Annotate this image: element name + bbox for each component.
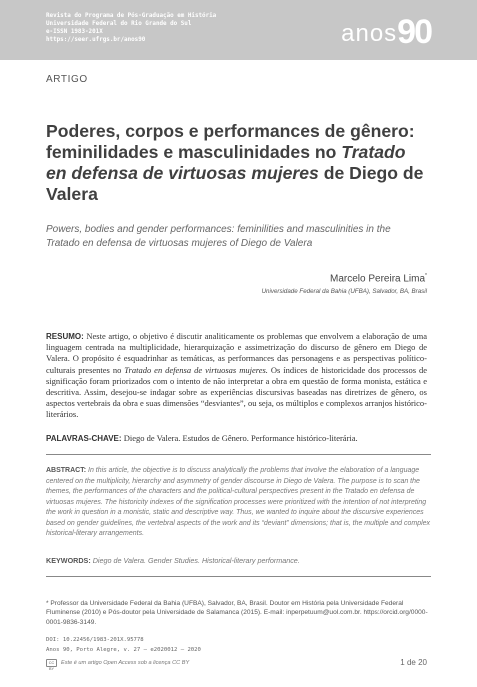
abstract bbox=[46, 466, 431, 540]
section-divider bbox=[46, 576, 431, 577]
section-label: ARTIGO bbox=[46, 74, 88, 85]
article-title-english bbox=[46, 223, 426, 250]
license-text[interactable]: Este é um artigo Open Access sob a licença CC BY bbox=[61, 660, 190, 666]
author-footnote: * Professor da Universidade Federal da Bahia (UFBA), Salvador, BA, Brasil. Doutor em História pela Universidade Federal Fluminense (2010) e Pós-doutor pela Universidade de Salamanca (2015). E-mail: inperpetuum@uol.com.br. https://orcid.org/0000-0001-9836-3149. bbox=[46, 600, 428, 626]
resumo-italic: Tratado en defensa de virtuosas mujeres. bbox=[124, 364, 268, 375]
abstract-text: In this article, the objective is to discuss analytically the problems that involve the elaboration of a language centered on the multiplicity, hierarchy and asymmetry of gender discourse in Diego de Valera. The purpose is to scan the themes, the performances of the characters and the political-cultural perspectives present in the Tratado en defensa de virtuosas mujeres. The historicity indexes of the signification processes were prioritized with the intention of not interpreting the work in question in a monistic, static and descriptive way. Thus, we wanted to inquire about the discursive experiences based on gender guidelines, the vertebral aspects of the work and its “deviant” dimensions; that is, the multiple and complex historical-literary arrangements. bbox=[46, 467, 431, 537]
title-en-italic: Diego de Valera bbox=[240, 237, 313, 249]
citation: Anos 90, Porto Alegre, v. 27 – e2020012 – 2020 bbox=[46, 647, 201, 653]
keywords bbox=[46, 556, 300, 565]
journal-logo bbox=[341, 11, 431, 50]
title-en-part1: Powers, bodies and gender performances: feminilities and masculinities in the Tratado en defensa de virtuosas mujeres of bbox=[46, 224, 391, 249]
journal-name: Revista do Programa de Pós-Graduação em História bbox=[46, 13, 217, 19]
logo-text: anos bbox=[341, 20, 398, 47]
keywords-label: KEYWORDS: bbox=[46, 556, 91, 565]
article-title bbox=[46, 121, 426, 205]
journal-info bbox=[46, 12, 216, 44]
title-italic: Tratado en defensa de virtuosas mujeres bbox=[46, 142, 406, 183]
section-divider bbox=[46, 454, 431, 455]
doi[interactable]: DOI: 10.22456/1983-201X.95778 bbox=[46, 637, 144, 643]
resumo-text1: Neste artigo, o objetivo é discutir analiticamente os problemas que envolvem a elaboração de uma linguagem centrada na multiplicidade, hierarquização e assimetrização do discurso de gênero em Diego de Valera. O propósito é esquadrinhar as temáticas, as performances das personagens e as perspectivas político-culturais presentes no bbox=[46, 331, 427, 375]
journal-header bbox=[0, 0, 477, 60]
resumo-text2: Os índices de historicidade dos processos de significação foram priorizados com o intento de não interpretar a obra em questão de forma monista, estática e descritiva. Assim, desejou-se indagar sobre as experiências discursivas baseadas nas diretrizes de gênero, os aspectos vertebrais da obra e suas dimensões “desviantes”, ou seja, os múltiplos e complexos arranjos histórico-literários. bbox=[46, 364, 427, 420]
palavras-chave bbox=[46, 433, 358, 443]
journal-university: Universidade Federal do Rio Grande do Sul bbox=[46, 21, 192, 27]
journal-issn: e-ISSN 1983-201X bbox=[46, 29, 103, 35]
resumo-label: RESUMO: bbox=[46, 332, 84, 341]
logo-number: 90 bbox=[397, 13, 431, 51]
page-number: 1 de 20 bbox=[400, 658, 427, 667]
license-notice bbox=[46, 659, 190, 671]
author-name-text: Marcelo Pereira Lima bbox=[330, 273, 426, 285]
author-name bbox=[330, 273, 427, 284]
author-footnote-marker: * bbox=[425, 273, 427, 279]
title-part1: Poderes, corpos e performances de gênero: feminilidades e masculinidades no bbox=[46, 121, 415, 162]
palavras-chave-text: Diego de Valera. Estudos de Gênero. Performance histórico-literária. bbox=[121, 433, 358, 443]
cc-by-icon: CC BY bbox=[46, 659, 57, 667]
title-part2: de Diego de Valera bbox=[46, 163, 424, 204]
journal-url[interactable]: https://seer.ufrgs.br/anos90 bbox=[46, 37, 146, 43]
author-affiliation: Universidade Federal da Bahia (UFBA), Salvador, BA, Brasil bbox=[261, 288, 427, 295]
abstract-label: ABSTRACT: bbox=[46, 467, 87, 474]
resumo bbox=[46, 331, 427, 421]
keywords-text: Diego de Valera. Gender Studies. Historical-literary performance. bbox=[90, 556, 300, 565]
palavras-chave-label: PALAVRAS-CHAVE: bbox=[46, 434, 122, 443]
